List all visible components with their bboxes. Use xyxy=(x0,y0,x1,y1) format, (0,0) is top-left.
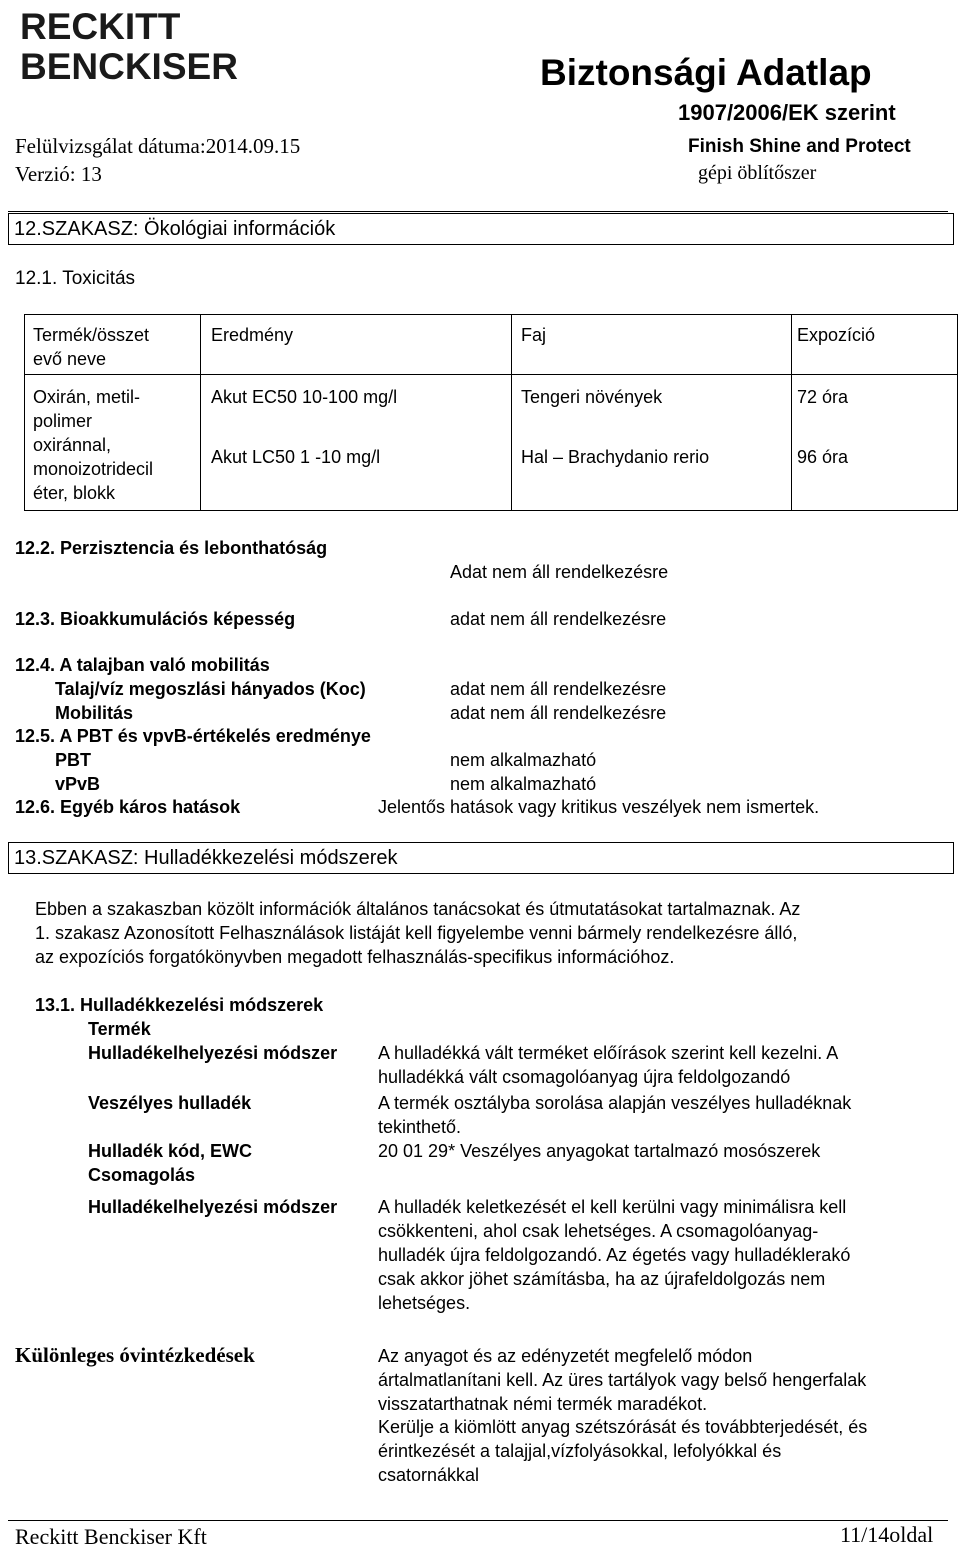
header-result: Eredmény xyxy=(211,325,294,345)
koc-label: Talaj/víz megoszlási hányados (Koc) xyxy=(55,679,366,699)
exposure-value: 72 óra xyxy=(797,387,849,407)
product-type: gépi öblítőszer xyxy=(698,162,817,184)
footer-divider xyxy=(8,1520,948,1521)
product-label: Termék xyxy=(88,1019,151,1039)
disposal-line: csökkenteni, ahol csak lehetséges. A csomagolóanyag- xyxy=(378,1221,819,1241)
logo-line-1: RECKITT xyxy=(20,6,181,47)
substance-line: éter, blokk xyxy=(33,483,116,503)
company-logo xyxy=(20,8,250,88)
koc-value: adat nem áll rendelkezésre xyxy=(450,679,667,699)
mobility-label: Mobilitás xyxy=(55,703,134,723)
header-exposure: Expozíció xyxy=(797,325,876,345)
bioaccumulation-heading: 12.3. Bioakkumulációs képesség xyxy=(15,609,296,629)
product-name: Finish Shine and Protect xyxy=(688,136,911,157)
substance-line: Oxirán, metil- xyxy=(33,387,141,407)
hazardous-label: Veszélyes hulladék xyxy=(88,1093,252,1113)
persistence-heading: 12.2. Perzisztencia és lebonthatóság xyxy=(15,538,328,558)
intro-line: az expozíciós forgatókönyvben megadott felhasználás-specifikus információhoz. xyxy=(35,947,675,967)
special-line: csatornákkal xyxy=(378,1465,480,1485)
other-effects-heading: 12.6. Egyéb káros hatások xyxy=(15,797,241,817)
special-line: ártalmatlanítani kell. Az üres tartályok vagy belső hengerfalak xyxy=(378,1370,867,1390)
substance-line: polimer xyxy=(33,411,93,431)
section-13-header xyxy=(8,842,954,874)
result-value: Akut EC50 10-100 mg/l xyxy=(211,387,398,407)
section-12-title: 12.SZAKASZ: Ökológiai információk xyxy=(14,218,336,240)
persistence-value: Adat nem áll rendelkezésre xyxy=(450,562,669,582)
header-divider xyxy=(8,211,948,212)
waste-methods-heading: 13.1. Hulladékkezelési módszerek xyxy=(35,995,324,1015)
bioaccumulation-value: adat nem áll rendelkezésre xyxy=(450,609,667,629)
mobility-value: adat nem áll rendelkezésre xyxy=(450,703,667,723)
revision-date: Felülvizsgálat dátuma:2014.09.15 xyxy=(15,134,301,158)
toxicity-heading: 12.1. Toxicitás xyxy=(15,268,136,289)
ewc-value: 20 01 29* Veszélyes anyagokat tartalmazó mosószerek xyxy=(378,1141,821,1161)
ewc-label: Hulladék kód, EWC xyxy=(88,1141,253,1161)
version: Verzió: 13 xyxy=(15,162,102,186)
hazardous-line: A termék osztályba sorolása alapján veszélyes hulladéknak xyxy=(378,1093,852,1113)
other-effects-value: Jelentős hatások vagy kritikus veszélyek nem ismertek. xyxy=(378,797,820,817)
result-value: Akut LC50 1 -10 mg/l xyxy=(211,447,381,467)
special-line: Kerülje a kiömlött anyag szétszórását és továbbterjedését, és xyxy=(378,1417,868,1437)
page-number: 11/14oldal xyxy=(840,1522,934,1547)
footer-company: Reckitt Benckiser Kft xyxy=(15,1524,207,1549)
disposal-line: lehetséges. xyxy=(378,1293,471,1313)
disposal-label: Hulladékelhelyezési módszer xyxy=(88,1043,338,1063)
disposal-line: csak akkor jöhet számításba, ha az újrafeldolgozás nem xyxy=(378,1269,826,1289)
special-line: érintkezését a talajjal,vízfolyásokkal, lefolyókkal és xyxy=(378,1441,782,1461)
pbt-label: PBT xyxy=(55,750,91,770)
pbt-heading: 12.5. A PBT és vpvB-értékelés eredménye xyxy=(15,726,371,746)
vpvb-label: vPvB xyxy=(55,774,101,794)
special-precautions-label: Különleges óvintézkedések xyxy=(15,1343,255,1367)
header-substance-1: Termék/összet xyxy=(33,325,150,345)
toxicity-table xyxy=(24,314,958,511)
special-line: visszatarthatnak némi termék maradékot. xyxy=(378,1394,708,1414)
exposure-value: 96 óra xyxy=(797,447,849,467)
substance-line: monoizotridecil xyxy=(33,459,154,479)
disposal-label: Hulladékelhelyezési módszer xyxy=(88,1197,338,1217)
disposal-line: hulladék újra feldolgozandó. Az égetés vagy hulladéklerakó xyxy=(378,1245,851,1265)
disposal-line: A hulladékká vált terméket előírások szerint kell kezelni. A xyxy=(378,1043,839,1063)
intro-line: 1. szakasz Azonosított Felhasználások listáját kell figyelembe venni bármely rendelkezésre álló, xyxy=(35,923,798,943)
disposal-line: hulladékká vált csomagolóanyag újra feldolgozandó xyxy=(378,1067,791,1087)
special-line: Az anyagot és az edényzetét megfelelő módon xyxy=(378,1346,753,1366)
mobility-heading: 12.4. A talajban való mobilitás xyxy=(15,655,270,675)
hazardous-line: tekinthető. xyxy=(378,1117,462,1137)
pbt-value: nem alkalmazható xyxy=(450,750,597,770)
section-12-header xyxy=(8,213,954,245)
substance-line: oxiránnal, xyxy=(33,435,112,455)
logo-line-2: BENCKISER xyxy=(20,46,238,87)
section-13-title: 13.SZAKASZ: Hulladékkezelési módszerek xyxy=(14,847,398,869)
disposal-line: A hulladék keletkezését el kell kerülni vagy minimálisra kell xyxy=(378,1197,847,1217)
vpvb-value: nem alkalmazható xyxy=(450,774,597,794)
packaging-label: Csomagolás xyxy=(88,1165,196,1185)
document-title: Biztonsági Adatlap xyxy=(540,52,872,93)
intro-line: Ebben a szakaszban közölt információk általános tanácsokat és útmutatásokat tartalmaznak. Az xyxy=(35,899,801,919)
header-substance-2: evő neve xyxy=(33,349,107,369)
species-value: Hal – Brachydanio rerio xyxy=(521,447,710,467)
species-value: Tengeri növények xyxy=(521,387,663,407)
regulation-text: 1907/2006/EK szerint xyxy=(678,100,896,125)
header-species: Faj xyxy=(521,325,547,345)
